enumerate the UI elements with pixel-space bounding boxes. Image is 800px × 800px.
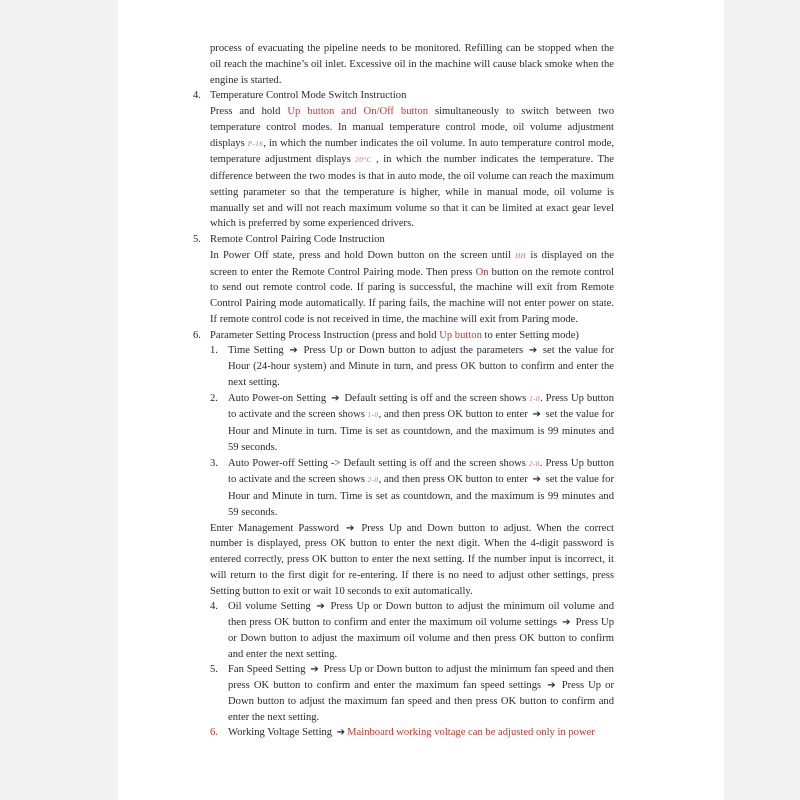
section-6-number: 6. bbox=[193, 329, 201, 341]
section-4-title: Temperature Control Mode Switch Instruction bbox=[210, 90, 407, 102]
setting-6-working-voltage: 6. Working Voltage Setting ➔ Mainboard working voltage can be adjusted only in power bbox=[210, 727, 595, 739]
arrow-right-icon: ➔ bbox=[532, 409, 541, 421]
setting-1-time: 1. Time Setting ➔ Press Up or Down button to adjust the parameters ➔ set the value for Hour (24-hour system) and Minute in turn, and press OK button to confirm and enter the next setting. bbox=[210, 345, 614, 388]
setting-4-oil-volume: 4. Oil volume Setting ➔ Press Up or Down button to adjust the minimum oil volume and then press OK button to confirm and enter the maximum oil volume settings ➔ Press Up or Down button to adjust the maximum oil volume and then press OK button to confirm and enter the next setting. bbox=[210, 601, 614, 660]
arrow-right-icon: ➔ bbox=[336, 727, 346, 739]
document-body bbox=[193, 41, 615, 741]
display-code: 2-0 bbox=[528, 459, 540, 468]
setting-3-auto-power-off: 3. Auto Power-off Setting -> Default setting is off and the screen shows 2-0. Press Up button to activate and the screen shows 2-0, and then press OK button to enter ➔ set the value for Hour and Minute in turn. Time is set as countdown, and the maximum is 99 minutes and 59 seconds. bbox=[210, 457, 615, 518]
display-code: 1-0 bbox=[367, 411, 379, 420]
section-5 bbox=[193, 232, 614, 328]
pairing-display-code: HH bbox=[515, 251, 527, 260]
arrow-right-icon: ➔ bbox=[547, 680, 556, 691]
setting-5-fan-speed: 5. Fan Speed Setting ➔ Press Up or Down button to adjust the minimum fan speed and then press OK button to confirm and enter the maximum fan speed settings ➔ Press Up or Down button to adjust the maximum fan speed and then press OK button to confirm and enter the next setting. bbox=[210, 664, 614, 723]
display-code: 1-0 bbox=[529, 394, 541, 403]
document-page bbox=[118, 0, 724, 800]
up-button-text: Up button bbox=[439, 329, 482, 341]
up-onoff-button-text: Up button and On/Off button bbox=[287, 106, 428, 117]
intro-paragraph: process of evacuating the pipeline needs to be monitored. Refilling can be stopped when the oil reach the machine’s oil inlet. Excessive oil in the machine will cause black smoke when the engine is started. bbox=[210, 43, 614, 86]
arrow-right-icon: ➔ bbox=[289, 345, 298, 357]
oil-volume-display-code: P-16 bbox=[247, 139, 264, 148]
section-5-title: Remote Control Pairing Code Instruction bbox=[210, 234, 385, 245]
section-4 bbox=[193, 88, 615, 232]
setting-2-auto-power-on: 2. Auto Power-on Setting ➔ Default setting is off and the screen shows 1-0. Press Up button to activate and the screen shows 1-0, and then press OK button to enter ➔ set the value for Hour and Minute in turn. Time is set as countdown, and the maximum is 99 minutes and 59 seconds. bbox=[210, 392, 615, 453]
display-code: 2-0 bbox=[367, 476, 379, 485]
section-6-title: Parameter Setting Process Instruction (press and hold Up button to enter Setting mode) bbox=[210, 329, 579, 341]
arrow-right-icon: ➔ bbox=[532, 474, 541, 486]
arrow-right-icon: ➔ bbox=[345, 522, 355, 534]
arrow-right-icon: ➔ bbox=[528, 345, 538, 357]
section-4-paragraph: Press and hold Up button and On/Off button simultaneously to switch between two temperature control modes. In manual temperature control mode, oil volume adjustment displays P-16, in which the number indicates the oil volume. In auto temperature control mode, temperature adjustment displays 20°C , in which the number indicates the temperature. The difference between the two modes is that in auto mode, the oil volume can reach the maximum setting parameter so that the temperature is higher, while in manual mode, oil volume is manually set and will not reach maximum volume so that it can be limited at exact gear level which is preferred by some experienced drivers. bbox=[210, 106, 615, 230]
section-6 bbox=[193, 328, 615, 742]
arrow-right-icon: ➔ bbox=[310, 664, 319, 676]
management-password-paragraph: Enter Management Password ➔ Press Up and Down button to adjust. When the correct number is displayed, press OK button to enter the next digit. When the 4-digit password is entered correctly, press OK button to enter the next setting. If the number input is incorrect, it will return to the first digit for re-entering. If there is no need to adjust other settings, press Setting button to exit or wait 10 seconds to exit automatically. bbox=[210, 522, 614, 597]
arrow-right-icon: ➔ bbox=[331, 392, 340, 404]
section-5-paragraph: In Power Off state, press and hold Down button on the screen until HH is displayed on the screen to enter the Remote Control Pairing mode. Then press On button on the remote control to send out remote control code. If paring is successful, the machine will exit from Remote Control Pairing mode automatically. If paring fails, the machine will not enter power on state. If remote control code is not received in time, the machine will exit from Paring mode. bbox=[210, 249, 614, 325]
on-button-text: On bbox=[475, 266, 489, 278]
section-4-number: 4. bbox=[193, 90, 201, 102]
temperature-display-code: 20°C bbox=[355, 156, 372, 165]
arrow-right-icon: ➔ bbox=[316, 601, 325, 613]
arrow-right-icon: ➔ bbox=[562, 617, 571, 628]
section-5-number: 5. bbox=[193, 234, 201, 245]
